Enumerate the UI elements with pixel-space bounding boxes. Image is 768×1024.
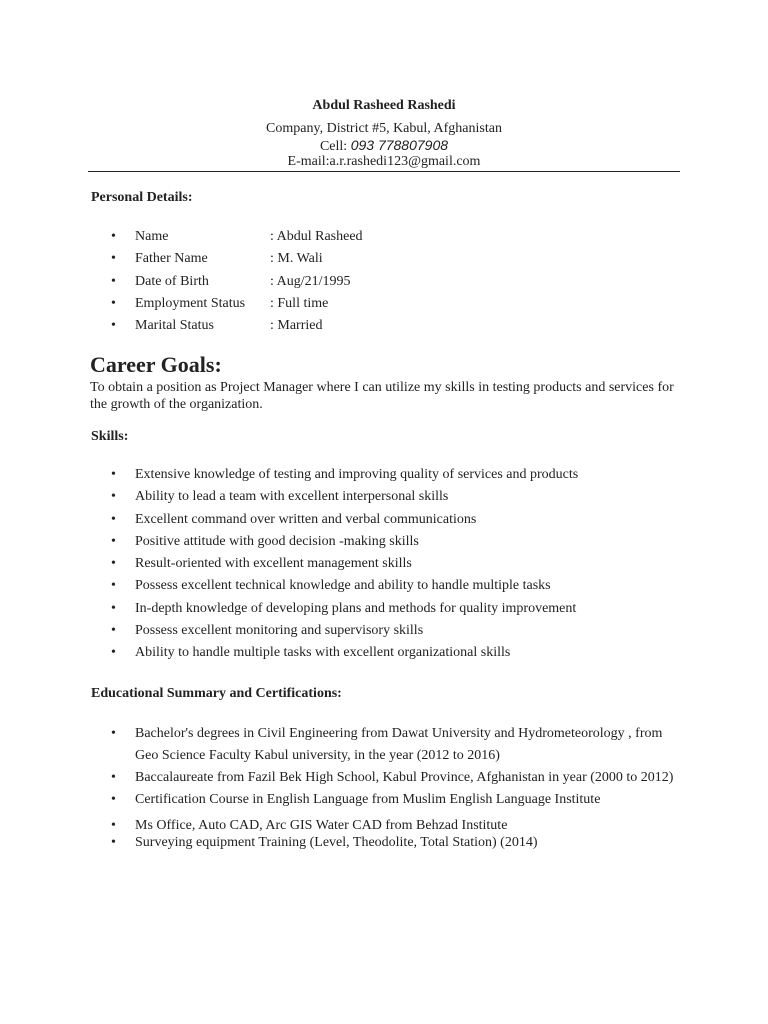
list-item [0,598,578,620]
skill-text: In-depth knowledge of developing plans and methods for quality improvement [135,600,577,616]
career-goals-text: To obtain a position as Project Manager where I can utilize my skills in testing products and services for the growth of the organization. [90,380,674,412]
education-text: Ms Office, Auto CAD, Arc GIS Water CAD from Behzad Institute [135,818,508,833]
education-list [0,723,675,851]
list-item [0,248,363,270]
list-item [0,834,675,851]
education-heading: Educational Summary and Certifications: [91,686,342,701]
bullet-icon: • [111,467,116,482]
address-line: Company, District #5, Kabul, Afghanistan [266,121,502,136]
bullet-icon: • [111,645,116,661]
bullet-icon: • [111,273,116,289]
list-item [0,789,675,811]
bullet-icon: • [111,623,116,639]
bullet-icon: • [111,818,116,833]
skill-text: Extensive knowledge of testing and improving quality of services and products [135,467,579,482]
skills-list [0,464,578,665]
detail-label: Name [135,229,169,244]
detail-value: : Married [270,318,323,334]
skill-text: Ability to handle multiple tasks with excellent organizational skills [135,645,511,661]
list-item [0,271,363,293]
bullet-icon: • [111,251,116,267]
list-item [0,575,578,597]
career-goals-heading: Career Goals: [90,352,222,377]
cell-label: Cell: [319,139,351,154]
bullet-icon: • [111,295,116,311]
detail-value: : Aug/21/1995 [270,273,351,289]
bullet-icon: • [111,835,116,850]
bullet-icon: • [111,770,116,785]
personal-details-heading: Personal Details: [91,190,193,205]
detail-label: Date of Birth [135,273,209,289]
list-item [0,642,578,664]
detail-value: : Abdul Rasheed [270,229,363,244]
list-item [0,293,363,315]
email-line: E-mail:a.r.rashedi123@gmail.com [287,154,481,169]
bullet-icon: • [111,578,116,594]
list-item [0,767,675,789]
header-divider [88,171,680,172]
skill-text: Possess excellent monitoring and supervisory skills [135,623,424,639]
education-text: Surveying equipment Training (Level, Theodolite, Total Station) (2014) [135,835,538,850]
bullet-icon: • [111,511,116,527]
personal-details-list [0,226,363,337]
bullet-icon: • [111,556,116,572]
education-text: Bachelor's degrees in Civil Engineering from Dawat University and Hydrometeorology , from Geo Science Faculty Kabul university, in the year (2012 to 2016) [135,726,663,763]
skill-text: Possess excellent technical knowledge and ability to handle multiple tasks [135,578,551,594]
bullet-icon: • [111,489,116,505]
bullet-icon: • [111,792,116,807]
list-item [0,553,578,575]
list-item [0,315,363,337]
cell-number: 093 778807908 [350,137,449,153]
detail-label: Marital Status [135,318,214,334]
skill-text: Excellent command over written and verbal communications [135,511,477,527]
list-item [0,531,578,553]
list-item [0,817,675,834]
detail-label: Employment Status [135,295,246,311]
bullet-icon: • [111,726,116,741]
list-item [0,620,578,642]
bullet-icon: • [111,229,116,244]
list-item [0,509,578,531]
detail-value: : M. Wali [270,251,323,267]
bullet-icon: • [111,318,116,334]
education-text: Certification Course in English Language from Muslim English Language Institute [135,792,601,807]
detail-label: Father Name [135,251,208,267]
list-item [0,226,363,248]
skill-text: Result-oriented with excellent management skills [135,556,412,572]
detail-value: : Full time [270,295,329,311]
list-item [0,723,675,767]
cell-line [88,137,680,155]
bullet-icon: • [111,533,116,549]
skills-heading: Skills: [91,429,129,444]
bullet-icon: • [111,600,116,616]
skill-text: Positive attitude with good decision -making skills [135,533,419,549]
skill-text: Ability to lead a team with excellent interpersonal skills [135,489,449,505]
candidate-name: Abdul Rasheed Rashedi [312,98,456,113]
list-item [0,464,578,486]
list-item [0,486,578,508]
education-text: Baccalaureate from Fazil Bek High School, Kabul Province, Afghanistan in year (2000 to 2012) [135,770,674,785]
